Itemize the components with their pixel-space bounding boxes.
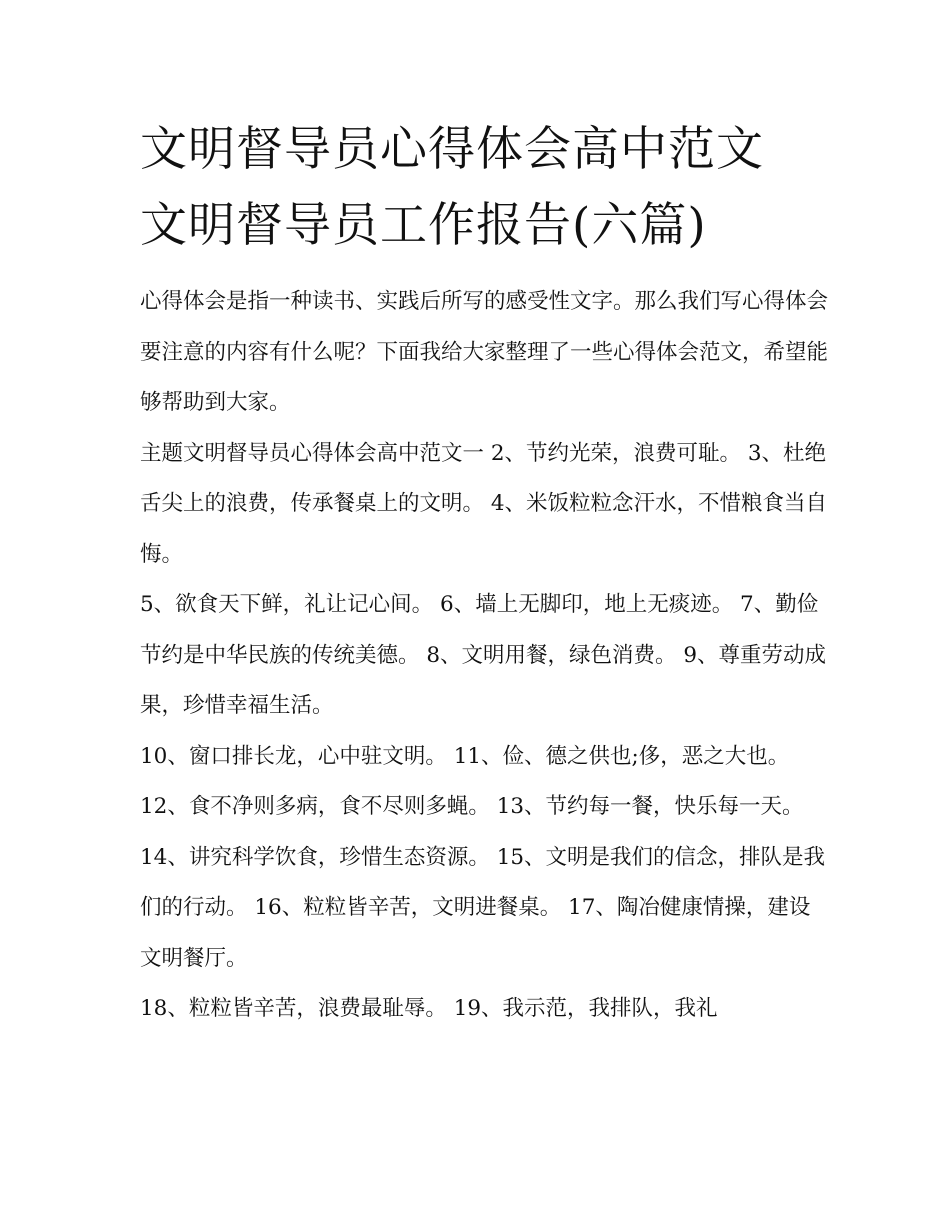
paragraph-slogans-3: 10、窗口排长龙，心中驻文明。 11、俭、德之供也;侈，恶之大也。 12、食不净则多病，食不尽则多蝇。 13、节约每一餐，快乐每一天。: [140, 743, 804, 819]
paragraph-slogans-5: 18、粒粒皆辛苦，浪费最耻辱。 19、我示范，我排队，我礼: [140, 996, 718, 1021]
title-line-2: 文明督导员工作报告(六篇): [140, 198, 707, 253]
paragraph-slogans-4: 14、讲究科学饮食，珍惜生态资源。 15、文明是我们的信念，排队是我们的行动。 16、粒粒皆辛苦，文明进餐桌。 17、陶冶健康情操，建设文明餐厅。: [140, 844, 826, 971]
document-title: [140, 112, 840, 264]
paragraph-slogans-1: 主题文明督导员心得体会高中范文一 2、节约光荣，浪费可耻。 3、杜绝舌尖上的浪费，传承餐桌上的文明。 4、米饭粒粒念汗水，不惜粮食当自悔。: [140, 440, 828, 567]
paragraph-slogans-2: 5、欲食天下鲜，礼让记心间。 6、墙上无脚印，地上无痰迹。 7、勤俭节约是中华民族的传统美德。 8、文明用餐，绿色消费。 9、尊重劳动成果，珍惜幸福生活。: [140, 592, 827, 718]
document-body: [140, 277, 830, 1035]
title-line-1: 文明督导员心得体会高中范文: [140, 122, 764, 177]
paragraph-intro: 心得体会是指一种读书、实践后所写的感受性文字。那么我们写心得体会要注意的内容有什么呢？下面我给大家整理了一些心得体会范文，希望能够帮助到大家。: [140, 289, 829, 415]
